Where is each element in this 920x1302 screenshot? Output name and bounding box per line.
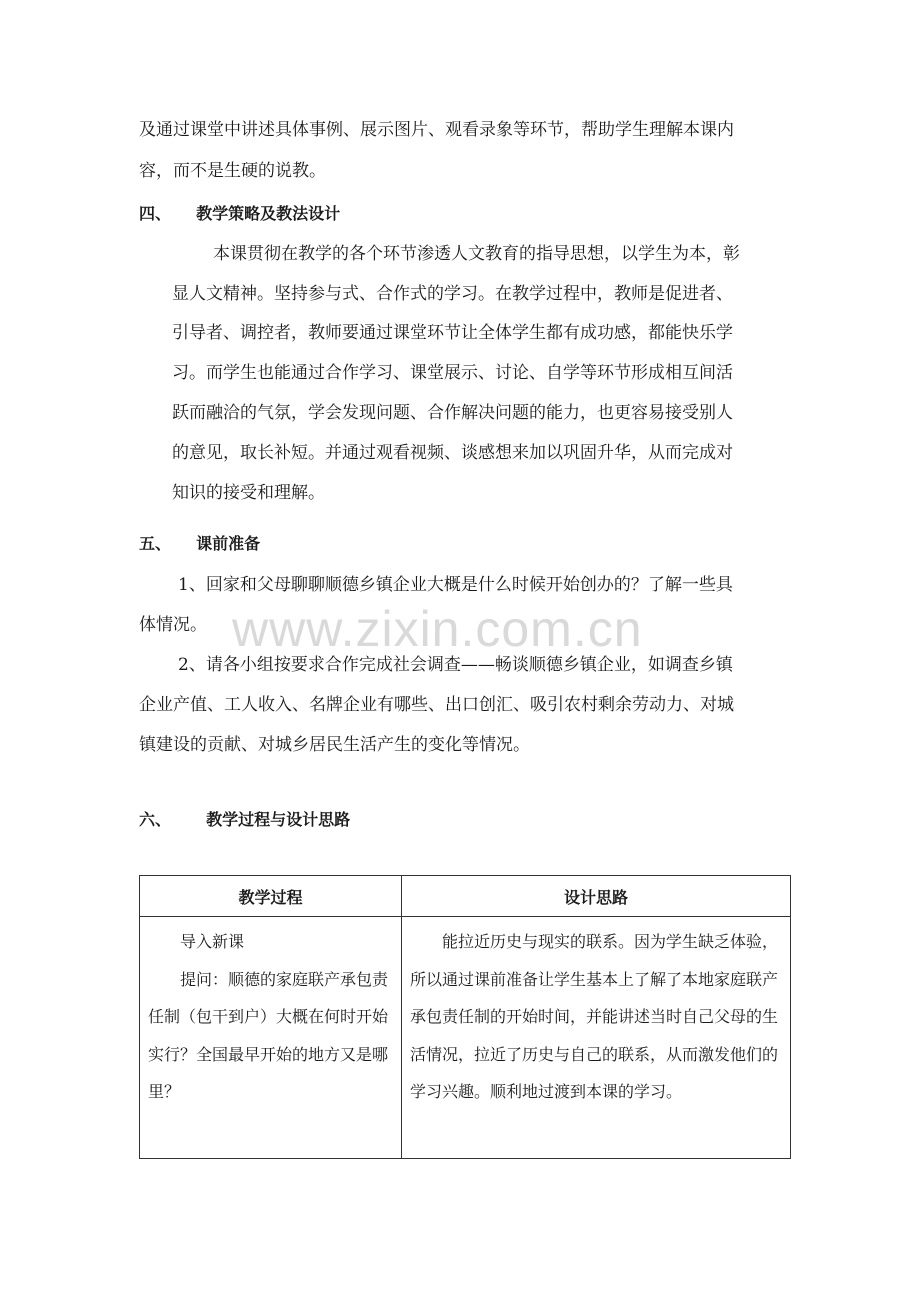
design-text: 能拉近历史与现实的联系。因为学生缺乏体验，所以通过课前准备让学生基本上了解了本地家庭联产承包责任制的开始时间，并能讲述当时自己父母的生活情况，拉近了历史与自己的联系，从而激发他们的学习兴趣。顺利地过渡到本课的学习。 (410, 932, 779, 1101)
section-4-line: 显人文精神。坚持参与式、合作式的学习。在教学过程中，教师是促进者、 (172, 284, 733, 304)
section-4-line: 引导者、调控者，教师要通过课堂环节让全体学生都有成功感，都能快乐学 (172, 323, 733, 343)
section-5-title: 课前准备 (196, 534, 261, 553)
section-4-line: 知识的接受和理解。 (172, 483, 325, 503)
section-4-line: 跃而融洽的气氛，学会发现问题、合作解决问题的能力，也更容易接受别人 (172, 403, 733, 423)
section-5-line: 1、回家和父母聊聊顺德乡镇企业大概是什么时候开始创办的？了解一些具 (178, 575, 733, 595)
design-cell (402, 917, 791, 1159)
section-5-line: 企业产值、工人收入、名牌企业有哪些、出口创汇、吸引农村剩余劳动力、对城 (139, 695, 734, 715)
watermark: www.zixin.com.cn (232, 601, 643, 657)
process-cell (140, 917, 402, 1159)
section-5-line: 镇建设的贡献、对城乡居民生活产生的变化等情况。 (139, 735, 530, 755)
header-design: 设计思路 (402, 876, 791, 917)
section-4-line: 的意见，取长补短。并通过观看视频、谈感想来加以巩固升华，从而完成对 (172, 443, 733, 463)
section-4-line: 习。而学生也能通过合作学习、课堂展示、讨论、自学等环节形成相互间活 (172, 363, 733, 383)
process-table (139, 875, 791, 1159)
section-5-number: 五、 (139, 534, 172, 553)
section-5-line: 体情况。 (139, 615, 207, 635)
intro-line-2: 容，而不是生硬的说教。 (139, 161, 326, 181)
section-4-title: 教学策略及教法设计 (196, 204, 341, 223)
section-6-heading (139, 809, 350, 831)
header-process: 教学过程 (140, 876, 402, 917)
section-4-line: 本课贯彻在教学的各个环节渗透人文教育的指导思想，以学生为本，彰 (213, 244, 740, 264)
table-row (140, 917, 791, 1159)
section-5-heading (139, 533, 260, 555)
section-4-heading (139, 203, 340, 225)
section-5-line: 2、请各小组按要求合作完成社会调查——畅谈顺德乡镇企业，如调查乡镇 (178, 655, 733, 675)
table-header-row (140, 876, 791, 917)
process-title: 导入新课 (180, 932, 245, 951)
process-question: 提问：顺德的家庭联产承包责任制（包干到户）大概在何时开始实行？全国最早开始的地方又是哪里？ (148, 969, 389, 1101)
intro-line-1: 及通过课堂中讲述具体事例、展示图片、观看录象等环节，帮助学生理解本课内 (139, 120, 734, 140)
section-4-number: 四、 (139, 204, 172, 223)
section-6-title: 教学过程与设计思路 (206, 810, 351, 829)
section-6-number: 六、 (139, 810, 172, 829)
